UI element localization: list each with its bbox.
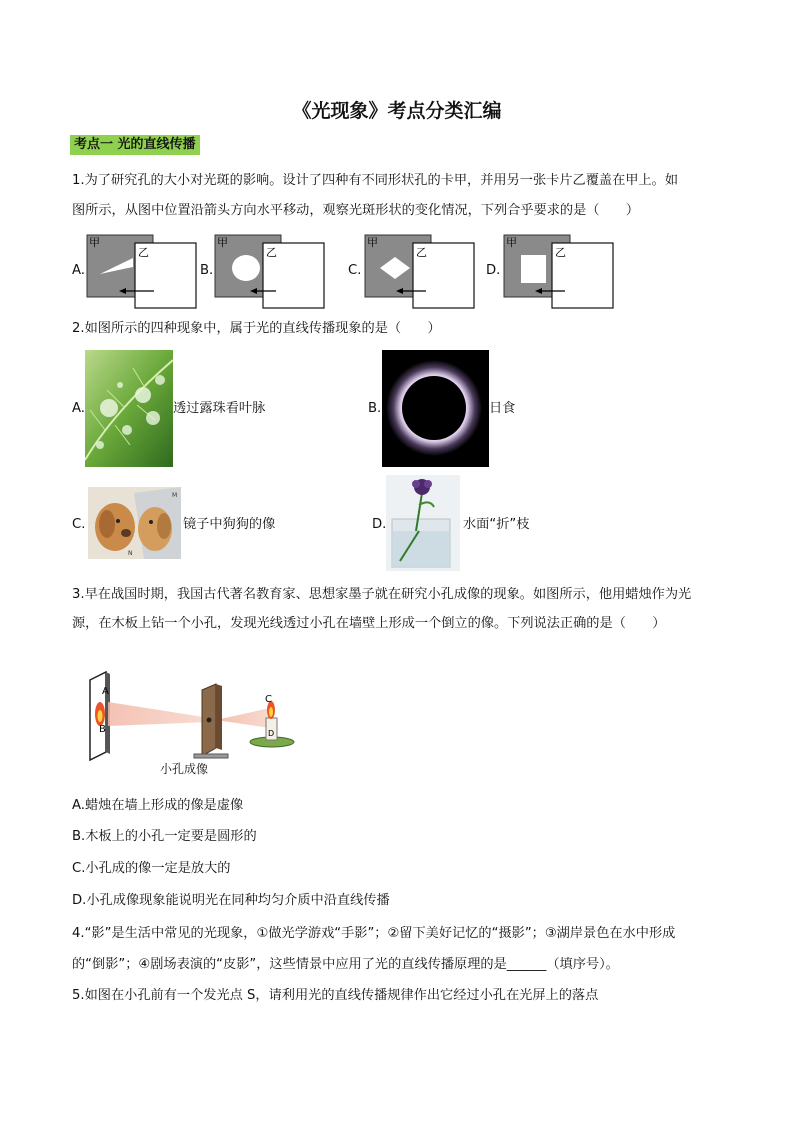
q1-option-d-label: D. [486,263,501,278]
q1-d-card-yi: 乙 [555,246,566,259]
q3-option-d: D.小孔成像现象能说明光在同种均匀介质中沿直线传播 [72,893,390,908]
q1-c-card-yi: 乙 [416,246,427,259]
svg-text:M: M [172,492,178,499]
q1-a-card-jia: 甲 [89,236,100,249]
q2-option-b-text: 日食 [489,401,516,416]
q1-option-d-figure [503,234,615,310]
q2-option-a-label: A. [72,401,85,416]
fig-label-b: B [99,724,106,735]
dog-mirror-photo [88,487,181,559]
q1-option-b-label: B. [200,263,214,278]
q1-option-c-figure [364,234,476,310]
q3-option-b: B.木板上的小孔一定要是圆形的 [72,829,257,844]
svg-text:N: N [128,550,133,557]
q1-option-b-figure [214,234,326,310]
fig-caption: 小孔成像 [160,762,209,776]
q4-line1: 4.“影”是生活中常见的光现象，①做光学游戏“手影”；②留下美好记忆的“摄影”；③湖岸景色在水中形成 [72,926,676,941]
q2-option-c-label: C. [72,517,86,532]
q1-line2: 图所示，从图中位置沿箭头方向水平移动，观察光斑形状的变化情况，下列合乎要求的是（ ） [72,203,640,218]
q2-stem: 2.如图所示的四种现象中，属于光的直线传播现象的是（ ） [72,321,441,336]
q3-option-c: C.小孔成的像一定是放大的 [72,861,231,876]
q2-option-c-text: 镜子中狗狗的像 [183,517,276,532]
solar-eclipse-photo [382,350,489,467]
fig-label-c: C [265,694,272,705]
section-heading: 考点一 光的直线传播 [70,135,200,155]
fig-label-a: A [102,686,109,697]
q3-line1: 3.早在战国时期，我国古代著名教育家、思想家墨子就在研究小孔成像的现象。如图所示，他用蜡烛作为光 [72,587,692,602]
q2-option-b-label: B. [368,401,382,416]
q1-option-a-label: A. [72,263,85,278]
leaf-dewdrop-photo [85,350,173,467]
q2-option-d-label: D. [372,517,387,532]
page-title: 《光现象》考点分类汇编 [292,100,502,122]
q1-c-card-jia: 甲 [367,236,378,249]
q1-b-card-yi: 乙 [266,246,277,259]
q1-option-c-label: C. [348,263,362,278]
q5-line1: 5.如图在小孔前有一个发光点 S，请利用光的直线传播规律作出它经过小孔在光屏上的落点 [72,988,599,1003]
q2-option-a-text: 透过露珠看叶脉 [173,401,266,416]
q1-line1: 1.为了研究孔的大小对光斑的影响。设计了四种有不同形状孔的卡甲，并用另一张卡片乙覆盖在甲上。如 [72,173,679,188]
flower-in-water-photo [386,475,460,571]
q1-a-card-yi: 乙 [138,246,149,259]
q1-option-a-figure [86,234,198,310]
fig-label-d: D [268,729,275,738]
q2-option-d-text: 水面“折”枝 [463,517,530,532]
q1-d-card-jia: 甲 [506,236,517,249]
q3-line2: 源，在木板上钻一个小孔，发现光线透过小孔在墙壁上形成一个倒立的像。下列说法正确的是（ ） [72,616,666,631]
q3-option-a: A.蜡烛在墙上形成的像是虚像 [72,798,244,813]
q4-line2: 的“倒影”；④剧场表演的“皮影”，这些情景中应用了光的直线传播原理的是______（填序号）。 [72,957,619,972]
q1-b-card-jia: 甲 [217,236,228,249]
